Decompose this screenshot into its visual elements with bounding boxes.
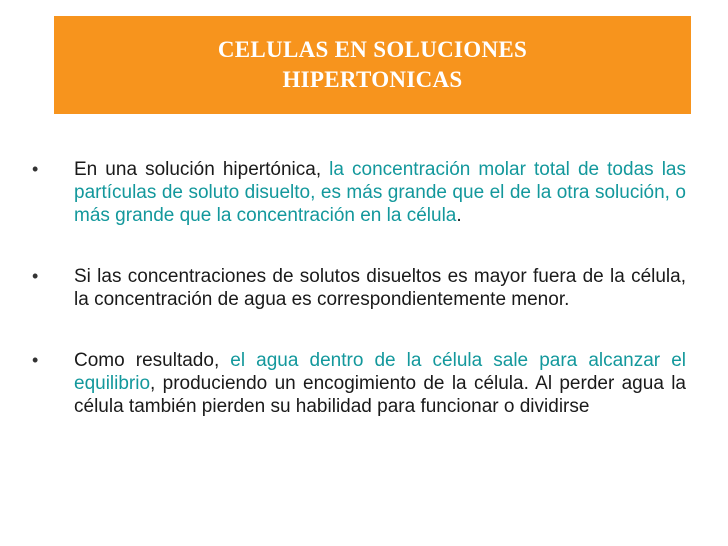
bullet-item-2 (28, 265, 686, 311)
bullet-1-highlight: la concentración molar total de todas las partículas de soluto disuelto, es más grande que el de la otra solución, o más grande que la concentración en la célula (74, 159, 686, 226)
bullet-2-text: Si las concentraciones de solutos disueltos es mayor fuera de la célula, la concentración de agua es correspondientemente menor. (74, 266, 686, 310)
bullet-3-comma: , (213, 350, 231, 371)
title-line-2: HIPERTONICAS (282, 67, 463, 92)
bullet-3-highlight: el agua dentro de la célula sale para alcanzar el equilibrio (74, 350, 686, 394)
bullet-item-1 (28, 158, 686, 227)
bullet-1-comma: , (315, 159, 330, 180)
title-banner (54, 16, 691, 114)
bullet-3-text: Como resultado (74, 350, 214, 371)
bullet-list (28, 158, 686, 456)
bullet-1-text: En una solución hipertónica (74, 159, 316, 180)
bullet-item-3 (28, 349, 686, 418)
title-line-1: CELULAS EN SOLUCIONES (217, 37, 528, 62)
bullet-1-period: . (456, 205, 462, 226)
bullet-3-rest: , produciendo un encogimiento de la célula. Al perder agua la célula también pierden su habilidad para funcionar o dividirse (74, 373, 686, 417)
